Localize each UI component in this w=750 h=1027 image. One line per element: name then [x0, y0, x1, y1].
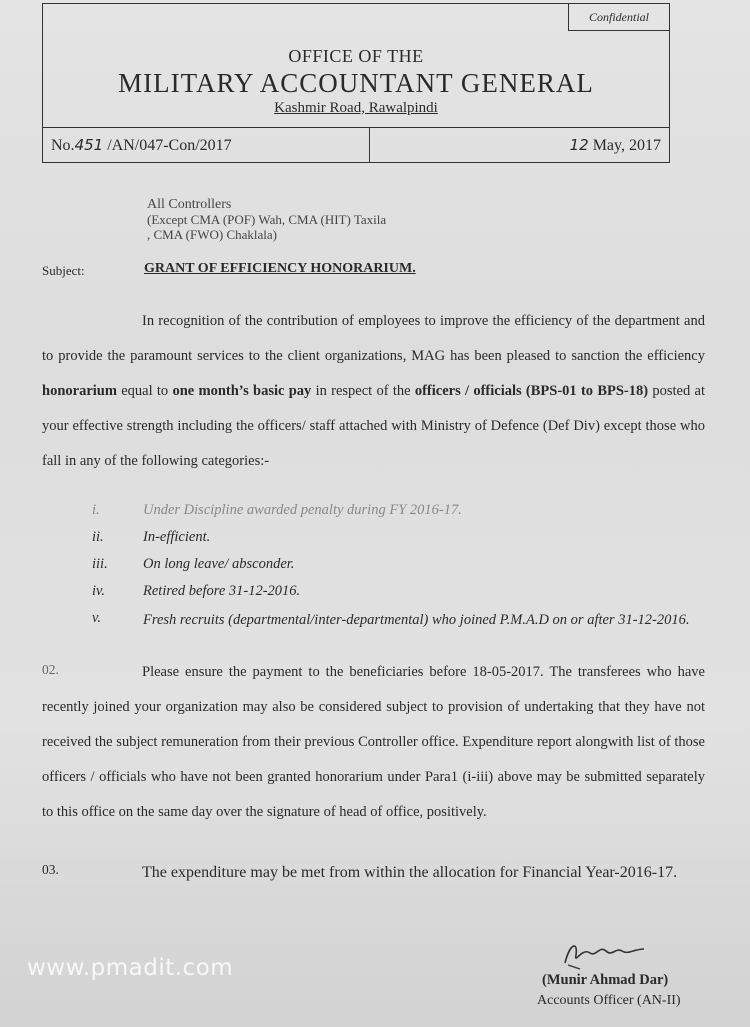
list-item	[92, 497, 705, 524]
confidential-marking: Confidential	[568, 4, 669, 31]
exclusion-categories-list	[92, 497, 705, 653]
paragraph-2-number: 02.	[42, 662, 59, 677]
date-handwritten-day: 12	[569, 136, 589, 154]
paragraph-3-number: 03.	[42, 862, 59, 877]
office-of-line: OFFICE OF THE	[288, 46, 424, 66]
addressee-line-1: All Controllers	[147, 197, 232, 212]
list-item	[92, 605, 705, 653]
para1-bold-pay: one month’s basic pay	[172, 383, 312, 399]
signature-scribble	[560, 935, 650, 975]
list-item	[92, 524, 705, 551]
letterhead-top	[43, 4, 669, 128]
list-item-number: ii.	[92, 529, 104, 545]
list-item-number: iv.	[92, 583, 106, 599]
list-item	[92, 578, 705, 605]
reference-number	[51, 128, 232, 162]
ref-prefix: No.	[51, 137, 75, 154]
paragraph-3	[42, 853, 705, 893]
list-item-text: On long leave/ absconder.	[143, 556, 295, 572]
addressee-line-3: , CMA (FWO) Chaklala)	[147, 227, 277, 242]
date-suffix: May, 2017	[588, 137, 661, 154]
list-item-number: i.	[92, 502, 100, 518]
para1-text-a: In recognition of the contribution of employees to improve the efficiency of the department and to provide the paramount services to the client organizations, MAG has been pleased to sanction the efficiency	[42, 313, 705, 364]
para1-text-e: in respect of the	[311, 383, 415, 399]
organization-address: Kashmir Road, Rawalpindi	[274, 100, 438, 116]
para2-text: Please ensure the payment to the beneficiaries before 18-05-2017. The transferees who have recently joined your organization may also be considered subject to provision of undertaking that they have not received the subject remuneration from their previous Controller office. Expenditure report alongwith list of those officers / officials who have not been granted honorarium under Para1 (i-iii) above may be submitted separately to this office on the same day over the signature of head of office, positively.	[42, 664, 705, 820]
list-item-text: In-efficient.	[143, 529, 211, 545]
ref-suffix: /AN/047-Con/2017	[103, 137, 232, 154]
signer-title: Accounts Officer (AN-II)	[537, 993, 681, 1008]
letter-date	[570, 128, 661, 162]
addressee-line-2: (Except CMA (POF) Wah, CMA (HIT) Taxila	[147, 212, 387, 227]
para1-text-c: equal to	[116, 383, 173, 399]
organization-name: MILITARY ACCOUNTANT GENERAL	[118, 68, 594, 98]
para1-bold-honorarium: honorarium	[42, 383, 117, 399]
letterhead-box	[42, 3, 670, 163]
signer-name: (Munir Ahmad Dar)	[542, 972, 669, 988]
watermark-text: www.pmadit.com	[27, 955, 234, 981]
list-item-number: iii.	[92, 556, 108, 572]
para1-text-g: posted at your effective strength including the officers/ staff attached with Ministry of Defence (Def Div) except those who fall in any of the following categories:-	[42, 383, 705, 469]
ref-handwritten-number: 451	[74, 136, 104, 154]
list-item-text: Fresh recruits (departmental/inter-departmental) who joined P.M.A.D on or after 31-12-2016.	[143, 612, 690, 628]
ref-divider	[369, 128, 370, 162]
paragraph-2	[42, 655, 705, 830]
paragraph-1	[42, 304, 705, 479]
addressee-block	[147, 197, 386, 242]
list-item-text: Under Discipline awarded penalty during FY 2016-17.	[143, 502, 462, 518]
subject-text: GRANT OF EFFICIENCY HONORARIUM.	[144, 261, 416, 276]
para1-bold-officers: officers / officials (BPS-01 to BPS-18)	[414, 383, 649, 399]
para3-text: The expenditure may be met from within the allocation for Financial Year-2016-17.	[142, 864, 678, 881]
list-item-text: Retired before 31-12-2016.	[143, 583, 301, 599]
list-item	[92, 551, 705, 578]
subject-label: Subject:	[42, 263, 85, 278]
list-item-number: v.	[92, 610, 101, 626]
